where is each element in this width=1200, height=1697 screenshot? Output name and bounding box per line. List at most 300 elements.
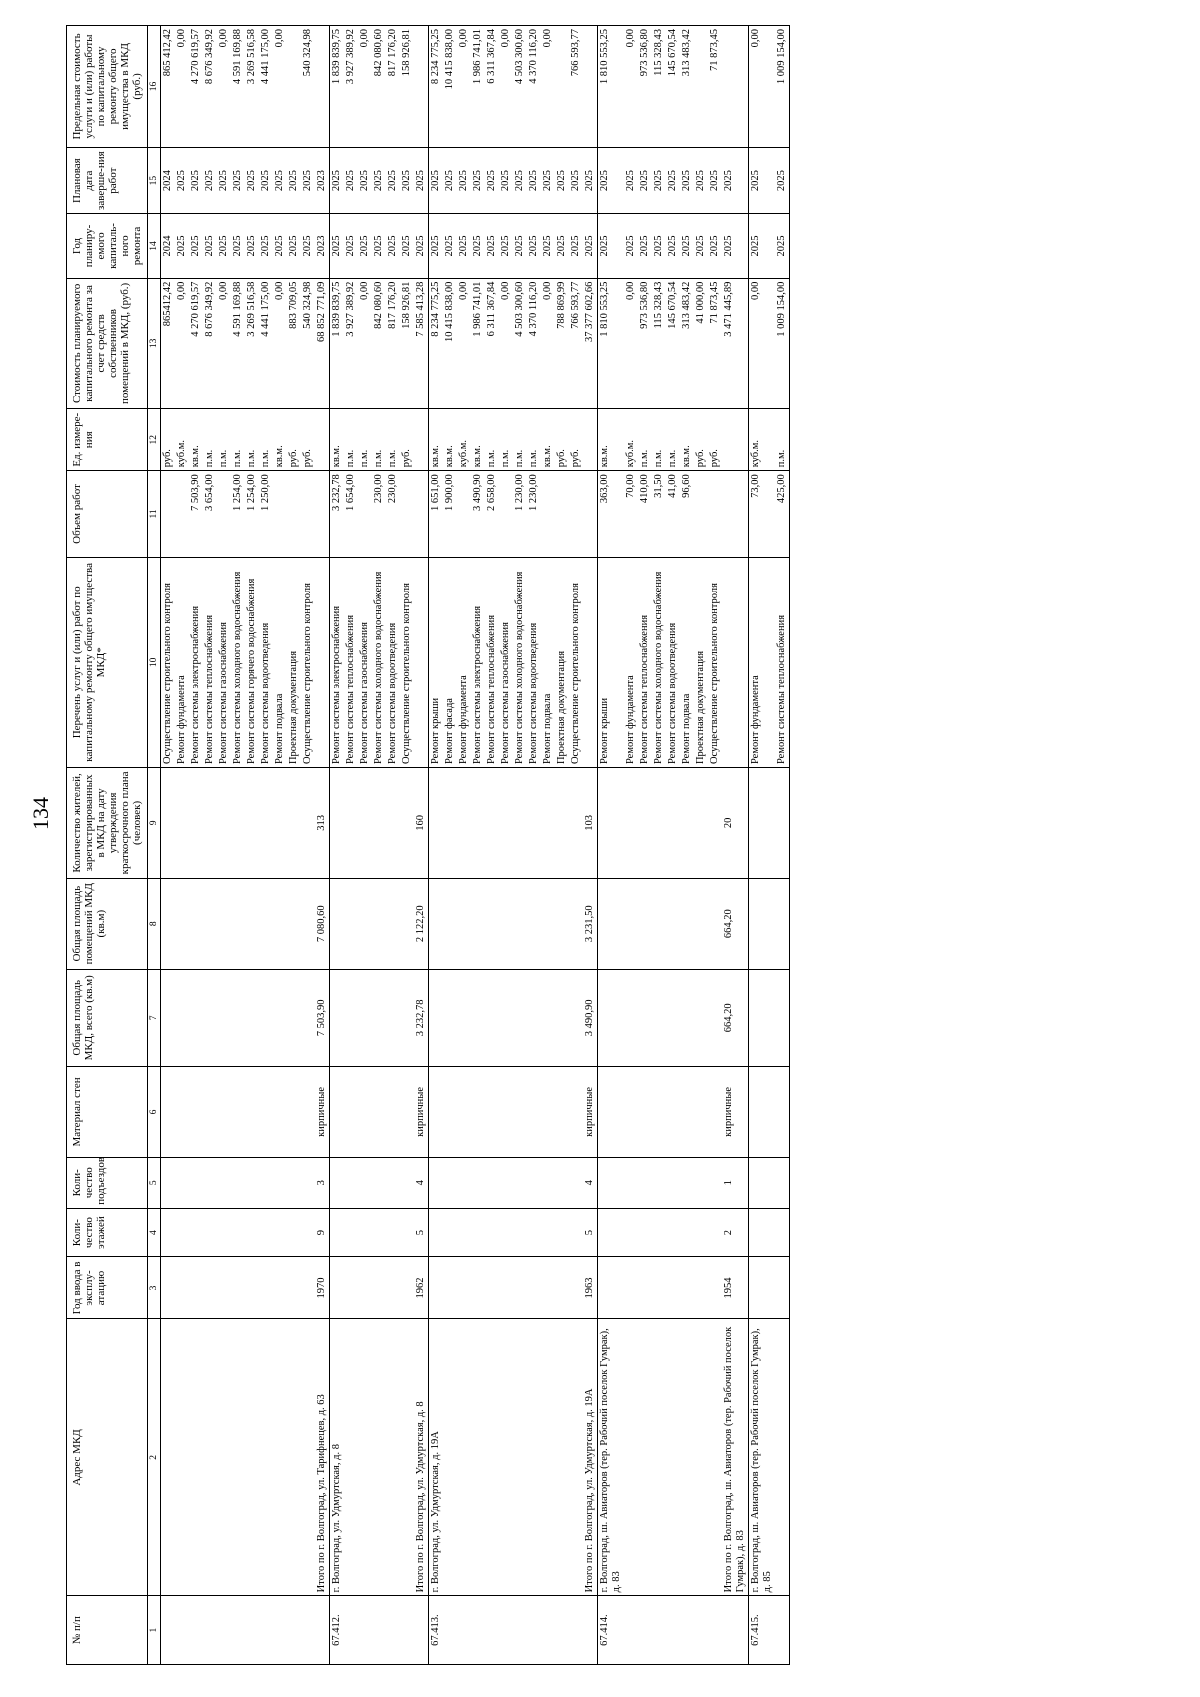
cell-wall bbox=[638, 1067, 652, 1158]
cell-y1: 2024 bbox=[161, 214, 176, 278]
cell-entr bbox=[259, 1157, 273, 1208]
cell-entr bbox=[513, 1157, 527, 1208]
table-row bbox=[569, 26, 583, 1665]
column-header: Общая площадь МКД, всего (кв.м) bbox=[67, 969, 148, 1066]
cell-work: Ремонт подвала bbox=[541, 557, 555, 767]
cell-floors bbox=[708, 1208, 722, 1257]
column-header: Перечень услуг и (или) работ по капитальному ремонту общего имущества МКД* bbox=[67, 557, 148, 767]
column-number: 12 bbox=[148, 409, 161, 471]
cell-area_p bbox=[301, 878, 315, 969]
cell-y1: 2025 bbox=[429, 214, 444, 278]
cell-vol: 1 654,00 bbox=[344, 471, 358, 557]
cell-y1: 2025 bbox=[443, 214, 457, 278]
cell-area_p bbox=[652, 878, 666, 969]
cell-floors bbox=[259, 1208, 273, 1257]
cell-area bbox=[245, 969, 259, 1066]
table-row bbox=[330, 26, 345, 1665]
cell-y2: 2025 bbox=[541, 147, 555, 213]
cell-y1: 2025 bbox=[344, 214, 358, 278]
cell-entr bbox=[694, 1157, 708, 1208]
cell-y1: 2025 bbox=[555, 214, 569, 278]
cell-y1: 2025 bbox=[513, 214, 527, 278]
table-row bbox=[749, 26, 776, 1665]
cell-unit: п.м. bbox=[217, 409, 231, 471]
cell-y2: 2025 bbox=[666, 147, 680, 213]
cell-floors bbox=[666, 1208, 680, 1257]
cell-work: Ремонт системы горячего водоснабжения bbox=[245, 557, 259, 767]
cell-work: Ремонт системы водоотведения bbox=[386, 557, 400, 767]
cell-n bbox=[638, 1596, 652, 1665]
cell-cost: 145 670,54 bbox=[666, 278, 680, 409]
cell-area_p bbox=[203, 878, 217, 969]
cell-area_p bbox=[513, 878, 527, 969]
cell-limit: 0,00 bbox=[217, 26, 231, 148]
cell-res bbox=[499, 768, 513, 879]
cell-vol: 230,00 bbox=[372, 471, 386, 557]
cell-floors: 2 bbox=[722, 1208, 749, 1257]
cell-addr bbox=[527, 1319, 541, 1596]
cell-area bbox=[400, 969, 414, 1066]
cell-vol bbox=[569, 471, 583, 557]
cell-entr bbox=[344, 1157, 358, 1208]
cell-res bbox=[541, 768, 555, 879]
cell-y1: 2025 bbox=[652, 214, 666, 278]
cell-area_p bbox=[344, 878, 358, 969]
cell-work: Ремонт крыши bbox=[429, 557, 444, 767]
cell-y2: 2025 bbox=[694, 147, 708, 213]
cell-area: 7 503,90 bbox=[315, 969, 330, 1066]
cell-area_p: 3 231,50 bbox=[583, 878, 598, 969]
cell-y2: 2025 bbox=[245, 147, 259, 213]
cell-unit: кв.м. bbox=[273, 409, 287, 471]
cell-area_p bbox=[287, 878, 301, 969]
cell-area bbox=[429, 969, 444, 1066]
cell-n: 67.413. bbox=[429, 1596, 444, 1665]
cell-addr bbox=[443, 1319, 457, 1596]
cell-cost: 1 810 553,25 bbox=[598, 278, 625, 409]
cell-work: Ремонт системы газоснабжения bbox=[217, 557, 231, 767]
cell-wall bbox=[555, 1067, 569, 1158]
cell-n bbox=[301, 1596, 315, 1665]
cell-res bbox=[624, 768, 638, 879]
cell-unit: кв.м. bbox=[330, 409, 345, 471]
cell-floors bbox=[555, 1208, 569, 1257]
table-row bbox=[485, 26, 499, 1665]
cell-addr bbox=[301, 1319, 315, 1596]
table-row bbox=[245, 26, 259, 1665]
cell-cost: 0,00 bbox=[273, 278, 287, 409]
cell-limit bbox=[315, 26, 330, 148]
cell-limit: 973 536,80 bbox=[638, 26, 652, 148]
cell-work: Ремонт крыши bbox=[598, 557, 625, 767]
total-row bbox=[315, 26, 330, 1665]
cell-res: 20 bbox=[722, 768, 749, 879]
cell-entr bbox=[598, 1157, 625, 1208]
cell-unit: п.м. bbox=[259, 409, 273, 471]
cell-entr bbox=[680, 1157, 694, 1208]
cell-vol: 425,00 bbox=[775, 471, 790, 557]
cell-year bbox=[386, 1257, 400, 1319]
cell-work: Ремонт системы холодного водоснабжения bbox=[513, 557, 527, 767]
cell-res bbox=[203, 768, 217, 879]
cell-entr bbox=[161, 1157, 176, 1208]
cell-floors bbox=[775, 1208, 790, 1257]
cell-year bbox=[372, 1257, 386, 1319]
cell-wall bbox=[301, 1067, 315, 1158]
cell-res bbox=[273, 768, 287, 879]
cell-limit bbox=[555, 26, 569, 148]
column-number: 5 bbox=[148, 1157, 161, 1208]
cell-floors bbox=[638, 1208, 652, 1257]
cell-y2: 2025 bbox=[569, 147, 583, 213]
cell-work bbox=[722, 557, 749, 767]
cell-vol: 3 232,78 bbox=[330, 471, 345, 557]
cell-addr: г. Волгоград, ул. Удмуртская, д. 19А bbox=[429, 1319, 444, 1596]
cell-limit: 6 311 367,84 bbox=[485, 26, 499, 148]
cell-floors bbox=[287, 1208, 301, 1257]
cell-floors bbox=[161, 1208, 176, 1257]
cell-vol bbox=[722, 471, 749, 557]
cell-res bbox=[301, 768, 315, 879]
cell-wall: кирпичные bbox=[583, 1067, 598, 1158]
cell-y2: 2025 bbox=[513, 147, 527, 213]
cell-limit: 0,00 bbox=[358, 26, 372, 148]
cell-addr bbox=[287, 1319, 301, 1596]
cell-area bbox=[344, 969, 358, 1066]
cell-area_p bbox=[429, 878, 444, 969]
cell-res bbox=[598, 768, 625, 879]
cell-res bbox=[287, 768, 301, 879]
cell-year bbox=[598, 1257, 625, 1319]
cell-unit: п.м. bbox=[386, 409, 400, 471]
cell-res bbox=[372, 768, 386, 879]
cell-y1: 2025 bbox=[400, 214, 414, 278]
cell-area bbox=[485, 969, 499, 1066]
column-header: Количество жителей, зарегистрированных в МКД на дату утверждения краткосрочного плана (человек) bbox=[67, 768, 148, 879]
cell-y2: 2025 bbox=[722, 147, 749, 213]
cell-wall bbox=[680, 1067, 694, 1158]
cell-unit: п.м. bbox=[666, 409, 680, 471]
cell-area_p bbox=[161, 878, 176, 969]
cell-cost: 8 676 349,92 bbox=[203, 278, 217, 409]
cell-floors bbox=[217, 1208, 231, 1257]
column-number: 2 bbox=[148, 1319, 161, 1596]
cell-limit: 1 839 839,75 bbox=[330, 26, 345, 148]
cell-vol: 1 900,00 bbox=[443, 471, 457, 557]
cell-vol: 1 254,00 bbox=[245, 471, 259, 557]
cell-y2: 2025 bbox=[555, 147, 569, 213]
cell-res bbox=[400, 768, 414, 879]
cell-area bbox=[457, 969, 471, 1066]
cell-area_p bbox=[330, 878, 345, 969]
table-row bbox=[666, 26, 680, 1665]
cell-year bbox=[485, 1257, 499, 1319]
cell-work: Осуществление строительного контроля bbox=[569, 557, 583, 767]
table-row bbox=[259, 26, 273, 1665]
cell-wall bbox=[386, 1067, 400, 1158]
cell-y2: 2025 bbox=[680, 147, 694, 213]
cell-limit: 0,00 bbox=[624, 26, 638, 148]
cell-wall bbox=[245, 1067, 259, 1158]
cell-addr bbox=[217, 1319, 231, 1596]
cell-area_p bbox=[217, 878, 231, 969]
cell-res bbox=[330, 768, 345, 879]
column-header: Предельная стоимость услуги и (или) работы по капитальному ремонту общего имущества в МКД (руб.) bbox=[67, 26, 148, 148]
cell-entr bbox=[386, 1157, 400, 1208]
cell-unit: п.м. bbox=[344, 409, 358, 471]
cell-limit: 8 676 349,92 bbox=[203, 26, 217, 148]
cell-work: Ремонт подвала bbox=[680, 557, 694, 767]
cell-n bbox=[189, 1596, 203, 1665]
cell-area bbox=[775, 969, 790, 1066]
cell-entr bbox=[443, 1157, 457, 1208]
cell-res bbox=[161, 768, 176, 879]
column-header: Коли-чество этажей bbox=[67, 1208, 148, 1257]
cell-res bbox=[429, 768, 444, 879]
cell-unit: руб. bbox=[287, 409, 301, 471]
cell-year bbox=[569, 1257, 583, 1319]
cell-area bbox=[231, 969, 245, 1066]
cell-y2: 2025 bbox=[583, 147, 598, 213]
table-row bbox=[372, 26, 386, 1665]
column-number: 3 bbox=[148, 1257, 161, 1319]
cell-work: Ремонт фундамента bbox=[175, 557, 189, 767]
table-row bbox=[457, 26, 471, 1665]
cell-wall bbox=[203, 1067, 217, 1158]
cell-entr bbox=[499, 1157, 513, 1208]
cell-cost: 158 926,81 bbox=[400, 278, 414, 409]
cell-vol: 1 230,00 bbox=[513, 471, 527, 557]
cell-year bbox=[499, 1257, 513, 1319]
cell-floors bbox=[694, 1208, 708, 1257]
cell-unit: куб.м. bbox=[457, 409, 471, 471]
cell-n bbox=[624, 1596, 638, 1665]
cell-addr: г. Волгоград, ш. Авиаторов (тер. Рабочий поселок Гумрак), д. 85 bbox=[749, 1319, 776, 1596]
column-number: 4 bbox=[148, 1208, 161, 1257]
cell-addr: г. Волгоград, ул. Удмуртская, д. 8 bbox=[330, 1319, 345, 1596]
cell-year bbox=[161, 1257, 176, 1319]
cell-res bbox=[638, 768, 652, 879]
cell-y1: 2025 bbox=[541, 214, 555, 278]
cell-work bbox=[315, 557, 330, 767]
column-number: 14 bbox=[148, 214, 161, 278]
cell-area bbox=[680, 969, 694, 1066]
cell-vol bbox=[175, 471, 189, 557]
cell-area: 664,20 bbox=[722, 969, 749, 1066]
cell-cost: 4 441 175,00 bbox=[259, 278, 273, 409]
cell-work bbox=[583, 557, 598, 767]
cell-y1: 2025 bbox=[583, 214, 598, 278]
cell-cost: 1 839 839,75 bbox=[330, 278, 345, 409]
cell-unit: п.м. bbox=[358, 409, 372, 471]
cell-cost: 0,00 bbox=[624, 278, 638, 409]
cell-res: 160 bbox=[414, 768, 429, 879]
cell-unit: п.м. bbox=[485, 409, 499, 471]
cell-floors bbox=[485, 1208, 499, 1257]
column-number: 9 bbox=[148, 768, 161, 879]
cell-cost: 10 415 838,00 bbox=[443, 278, 457, 409]
cell-y1: 2023 bbox=[315, 214, 330, 278]
cell-wall bbox=[485, 1067, 499, 1158]
cell-area bbox=[372, 969, 386, 1066]
cell-n bbox=[400, 1596, 414, 1665]
cell-floors bbox=[344, 1208, 358, 1257]
cell-work: Осуществление строительного контроля bbox=[301, 557, 315, 767]
cell-addr bbox=[344, 1319, 358, 1596]
cell-limit: 766 593,77 bbox=[569, 26, 583, 148]
cell-year bbox=[287, 1257, 301, 1319]
cell-cost: 0,00 bbox=[175, 278, 189, 409]
table-row bbox=[386, 26, 400, 1665]
cell-cost: 8 234 775,25 bbox=[429, 278, 444, 409]
cell-floors bbox=[189, 1208, 203, 1257]
cell-n bbox=[555, 1596, 569, 1665]
cell-res bbox=[666, 768, 680, 879]
cell-res bbox=[680, 768, 694, 879]
cell-y1: 2025 bbox=[680, 214, 694, 278]
cell-wall bbox=[749, 1067, 776, 1158]
cell-area: 3 232,78 bbox=[414, 969, 429, 1066]
cell-area_p bbox=[400, 878, 414, 969]
cell-vol: 2 658,00 bbox=[485, 471, 499, 557]
cell-addr bbox=[386, 1319, 400, 1596]
table-row bbox=[555, 26, 569, 1665]
cell-cost: 37 377 602,66 bbox=[583, 278, 598, 409]
cell-wall bbox=[775, 1067, 790, 1158]
cell-cost: 0,00 bbox=[358, 278, 372, 409]
cell-n bbox=[217, 1596, 231, 1665]
cell-entr: 1 bbox=[722, 1157, 749, 1208]
cell-addr: Итого по г. Волгоград, ул. Удмуртская, д. 8 bbox=[414, 1319, 429, 1596]
cell-area bbox=[189, 969, 203, 1066]
header-row bbox=[67, 26, 148, 1665]
table-row bbox=[638, 26, 652, 1665]
cell-year bbox=[301, 1257, 315, 1319]
cell-work: Ремонт фундамента bbox=[624, 557, 638, 767]
cell-year bbox=[638, 1257, 652, 1319]
table-row bbox=[598, 26, 625, 1665]
cell-res bbox=[386, 768, 400, 879]
cell-entr bbox=[301, 1157, 315, 1208]
cell-wall bbox=[652, 1067, 666, 1158]
cell-work: Ремонт подвала bbox=[273, 557, 287, 767]
cell-work: Ремонт системы электроснабжения bbox=[330, 557, 345, 767]
document-canvas bbox=[66, 25, 1151, 1665]
cell-area_p bbox=[471, 878, 485, 969]
cell-y1: 2025 bbox=[499, 214, 513, 278]
cell-y2: 2025 bbox=[471, 147, 485, 213]
cell-cost: 0,00 bbox=[749, 278, 776, 409]
cell-cost: 4 591 169,88 bbox=[231, 278, 245, 409]
cell-n: 67.415. bbox=[749, 1596, 776, 1665]
cell-addr bbox=[694, 1319, 708, 1596]
cell-area_p bbox=[749, 878, 776, 969]
cell-unit: п.м. bbox=[231, 409, 245, 471]
cell-n bbox=[680, 1596, 694, 1665]
cell-addr bbox=[708, 1319, 722, 1596]
cell-year bbox=[541, 1257, 555, 1319]
cell-area bbox=[666, 969, 680, 1066]
column-number: 11 bbox=[148, 471, 161, 557]
cell-addr bbox=[638, 1319, 652, 1596]
column-header: Плановая дата заверше-ния работ bbox=[67, 147, 148, 213]
cell-area_p bbox=[259, 878, 273, 969]
cell-wall bbox=[443, 1067, 457, 1158]
table-row bbox=[694, 26, 708, 1665]
cell-limit: 158 926,81 bbox=[400, 26, 414, 148]
cell-wall bbox=[231, 1067, 245, 1158]
cell-wall bbox=[217, 1067, 231, 1158]
cell-vol bbox=[287, 471, 301, 557]
table-row bbox=[429, 26, 444, 1665]
cell-n bbox=[273, 1596, 287, 1665]
cell-n bbox=[259, 1596, 273, 1665]
cell-vol: 7 503,90 bbox=[189, 471, 203, 557]
cell-area_p bbox=[499, 878, 513, 969]
cell-res bbox=[457, 768, 471, 879]
cell-res bbox=[569, 768, 583, 879]
cell-area_p bbox=[175, 878, 189, 969]
cell-entr bbox=[708, 1157, 722, 1208]
cell-res bbox=[775, 768, 790, 879]
cell-work: Осуществление строительного контроля bbox=[400, 557, 414, 767]
cell-res bbox=[652, 768, 666, 879]
cell-y2: 2025 bbox=[749, 147, 776, 213]
cell-res bbox=[175, 768, 189, 879]
cell-floors bbox=[652, 1208, 666, 1257]
cell-cost: 0,00 bbox=[457, 278, 471, 409]
cell-floors bbox=[749, 1208, 776, 1257]
cell-wall bbox=[372, 1067, 386, 1158]
cell-floors bbox=[513, 1208, 527, 1257]
cell-floors bbox=[273, 1208, 287, 1257]
cell-res bbox=[189, 768, 203, 879]
cell-floors bbox=[527, 1208, 541, 1257]
cell-y1: 2025 bbox=[358, 214, 372, 278]
cell-cost: 3 471 445,89 bbox=[722, 278, 749, 409]
cell-y1: 2025 bbox=[527, 214, 541, 278]
cell-entr bbox=[457, 1157, 471, 1208]
column-number: 1 bbox=[148, 1596, 161, 1665]
cell-y1: 2025 bbox=[638, 214, 652, 278]
cell-year: 1970 bbox=[315, 1257, 330, 1319]
cell-entr bbox=[527, 1157, 541, 1208]
cell-cost: 0,00 bbox=[217, 278, 231, 409]
column-header: Год планиру-емого капиталь-ного ремонта bbox=[67, 214, 148, 278]
cell-cost: 68 852 771,09 bbox=[315, 278, 330, 409]
table-row bbox=[708, 26, 722, 1665]
cell-res bbox=[231, 768, 245, 879]
column-number: 15 bbox=[148, 147, 161, 213]
cell-limit bbox=[722, 26, 749, 148]
column-header: Материал стен bbox=[67, 1067, 148, 1158]
cell-res bbox=[245, 768, 259, 879]
cell-area_p bbox=[624, 878, 638, 969]
cell-cost: 313 483,42 bbox=[680, 278, 694, 409]
cell-limit: 817 176,20 bbox=[386, 26, 400, 148]
cell-entr bbox=[358, 1157, 372, 1208]
cell-y2: 2025 bbox=[358, 147, 372, 213]
cell-floors bbox=[598, 1208, 625, 1257]
cell-addr bbox=[569, 1319, 583, 1596]
cell-unit: руб. bbox=[569, 409, 583, 471]
cell-y1: 2025 bbox=[624, 214, 638, 278]
cell-n bbox=[485, 1596, 499, 1665]
cell-area_p bbox=[680, 878, 694, 969]
cell-work: Ремонт фасада bbox=[443, 557, 457, 767]
cell-addr bbox=[245, 1319, 259, 1596]
cell-area bbox=[652, 969, 666, 1066]
